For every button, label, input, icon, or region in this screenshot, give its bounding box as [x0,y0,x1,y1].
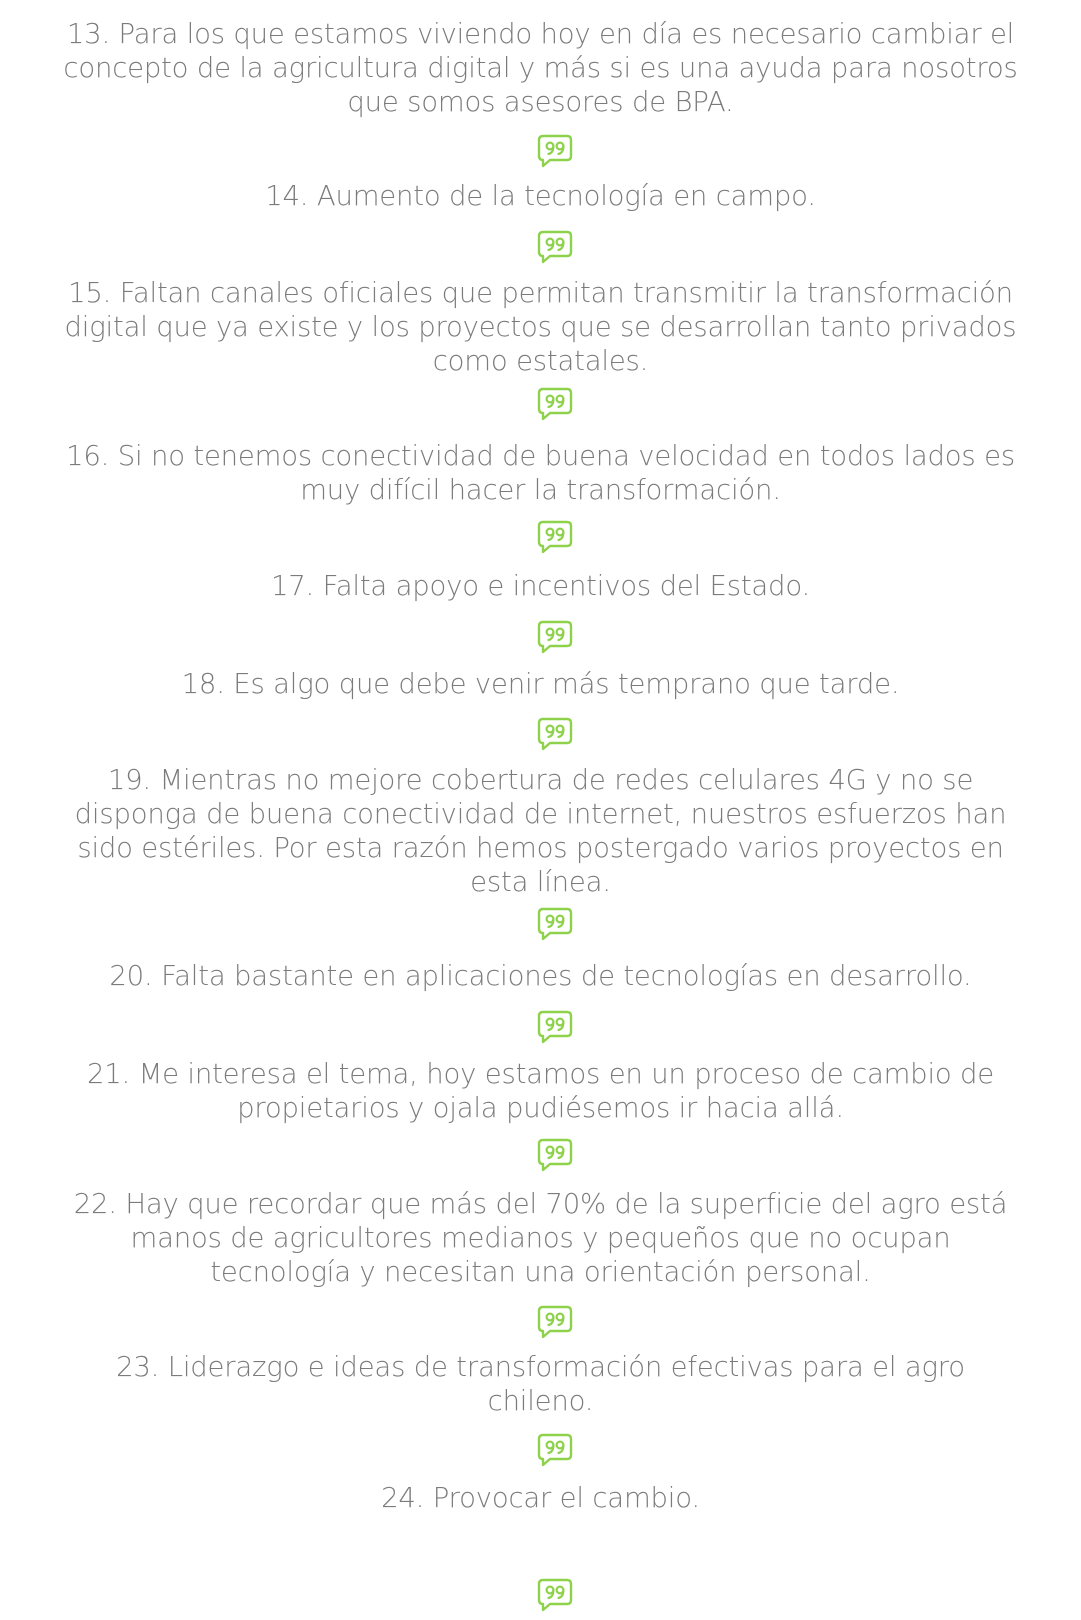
quote-icon [537,1304,573,1340]
comment-20 [0,959,1081,993]
comment-text: 15. Faltan canales oficiales que permitan transmitir la transformación digital que ya existe y los proyectos que se desarrollan tanto privados como estatales. [64,277,1017,377]
comment-text: 24. Provocar el cambio. [381,1482,700,1514]
comment-22 [0,1187,1081,1289]
comment-17 [0,569,1081,603]
quote-icon [537,906,573,942]
comment-14 [0,179,1081,213]
comment-19 [0,763,1081,899]
quote-icon [537,619,573,655]
quote-icon [537,1577,573,1613]
comment-15 [0,276,1081,378]
comment-24 [0,1481,1081,1515]
comment-23 [0,1350,1081,1418]
comment-18 [0,667,1081,701]
comment-21 [0,1057,1081,1125]
comment-16 [0,439,1081,507]
comment-text: 23. Liderazgo e ideas de transformación efectivas para el agro chileno. [116,1351,965,1417]
comment-text: 18. Es algo que debe venir más temprano que tarde. [181,668,900,700]
quote-icon [537,1432,573,1468]
comment-text: 19. Mientras no mejore cobertura de redes celulares 4G y no se disponga de buena conectividad de internet, nuestros esfuerzos han sido estériles. Por esta razón hemos postergado varios proyectos en esta línea. [74,764,1007,898]
quote-icon [537,716,573,752]
quote-icon [537,1137,573,1173]
quote-icon [537,1009,573,1045]
quote-icon [537,133,573,169]
comment-text: 13. Para los que estamos viviendo hoy en día es necesario cambiar el concepto de la agricultura digital y más si es una ayuda para nosotros que somos asesores de BPA. [63,18,1018,118]
comment-text: 17. Falta apoyo e incentivos del Estado. [270,570,811,602]
comment-text: 14. Aumento de la tecnología en campo. [265,180,816,212]
comment-text: 20. Falta bastante en aplicaciones de tecnologías en desarrollo. [109,960,972,992]
comment-text: 21. Me interesa el tema, hoy estamos en un proceso de cambio de propietarios y ojala pudiésemos ir hacia allá. [86,1058,995,1124]
quote-icon [537,519,573,555]
comment-text: 22. Hay que recordar que más del 70% de la superficie del agro está manos de agricultores medianos y pequeños que no ocupan tecnología y necesitan una orientación personal. [73,1188,1008,1288]
quote-icon [537,229,573,265]
comment-13 [0,17,1081,119]
quote-icon [537,386,573,422]
comment-text: 16. Si no tenemos conectividad de buena velocidad en todos lados es muy difícil hacer la transformación. [66,440,1015,506]
